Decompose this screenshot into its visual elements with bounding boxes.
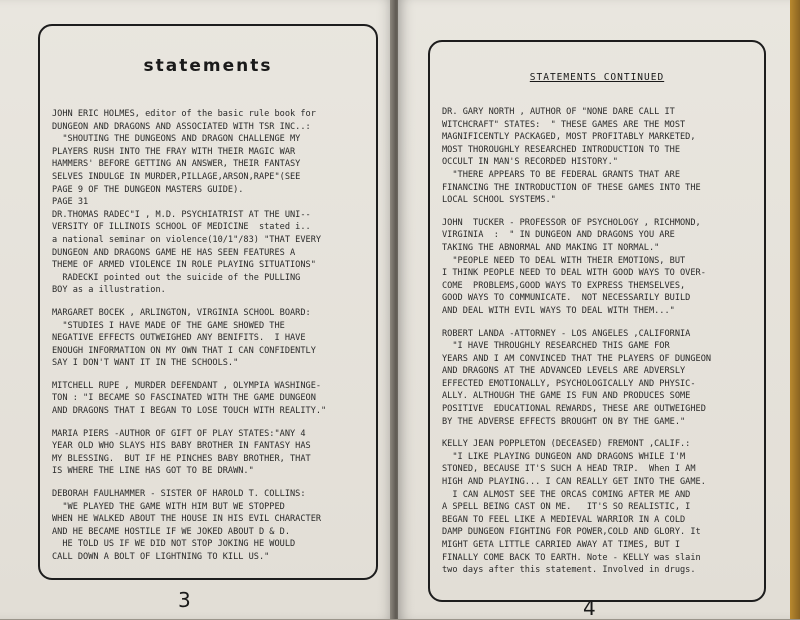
statement-line: "PEOPLE NEED TO DEAL WITH THEIR EMOTIONS, BUT	[442, 255, 686, 266]
page-number: 4	[583, 596, 596, 620]
statement-line: "SHOUTING THE DUNGEONS AND DRAGON CHALLENGE MY	[52, 134, 301, 145]
statement-line: DUNGEON AND DRAGONS GAME HE HAS SEEN FEATURES A	[52, 247, 296, 258]
statement-line: "WE PLAYED THE GAME WITH HIM BUT WE STOPPED	[52, 501, 285, 512]
statement-line: ROBERT LANDA -ATTORNEY - LOS ANGELES ,CALIFORNIA	[442, 328, 691, 339]
statement-line: AND HE BECAME HOSTILE IF WE JOKED ABOUT D & D.	[52, 526, 290, 537]
statement-line: SELVES INDULGE IN MURDER,PILLAGE,ARSON,RAPE"(SEE	[52, 171, 301, 182]
statement-line: DEBORAH FAULHAMMER - SISTER OF HAROLD T. COLLINS:	[52, 489, 306, 500]
statement-line: A SPELL BEING CAST ON ME. IT'S SO REALISTIC, I	[442, 502, 691, 513]
statement-line: FINALLY COME BACK TO EARTH. Note - KELLY was slain	[442, 552, 701, 563]
statement-line: DR.THOMAS RADEC"I , M.D. PSYCHIATRIST AT THE UNI--	[52, 209, 311, 220]
statement-line: MARIA PIERS -AUTHOR OF GIFT OF PLAY STATES:"ANY 4	[52, 428, 306, 439]
statement-line: DAMP DUNGEON FIGHTING FOR POWER,COLD AND GLORY. It	[442, 527, 701, 538]
statement-line: SAY I DON'T WANT IT IN THE SCHOOLS."	[52, 358, 239, 369]
statement-line: BEGAN TO FEEL LIKE A MEDIEVAL WARRIOR IN A COLD	[442, 514, 686, 525]
statement-entry	[52, 307, 364, 370]
statement-line: TON : "I BECAME SO FASCINATED WITH THE GAME DUNGEON	[52, 393, 316, 404]
statement-line: "THERE APPEARS TO BE FEDERAL GRANTS THAT ARE	[442, 169, 680, 180]
statement-line: STONED, BECAUSE IT'S SUCH A HEAD TRIP. When I AM	[442, 464, 696, 475]
statement-line: AND DEAL WITH EVIL WAYS TO DEAL WITH THEM..."	[442, 305, 675, 316]
statement-line: EFFECTED EMOTIONALLY, PSYCHOLOGICALLY AND PHYSIC-	[442, 378, 696, 389]
statement-line: LOCAL SCHOOL SYSTEMS."	[442, 195, 556, 206]
statement-line: TAKING THE ABNORMAL AND MAKING IT NORMAL."	[442, 242, 660, 253]
statement-line: HAMMERS' BEFORE GETTING AN ANSWER, THEIR FANTASY	[52, 159, 301, 170]
statement-line: a national seminar on violence(10/1"/83) "THAT EVERY	[52, 234, 322, 245]
statement-line: ALLY. ALTHOUGH THE GAME IS FUN AND PRODUCES SOME	[442, 391, 691, 402]
statement-line: "STUDIES I HAVE MADE OF THE GAME SHOWED THE	[52, 320, 285, 331]
statement-line: NEGATIVE EFFECTS OUTWEIGHED ANY BENIFITS. I HAVE	[52, 333, 306, 344]
statement-line: ENOUGH INFORMATION ON MY OWN THAT I CAN CONFIDENTLY	[52, 345, 316, 356]
statements-body	[442, 106, 752, 587]
statement-line: PAGE 9 OF THE DUNGEON MASTERS GUIDE).	[52, 184, 244, 195]
statement-line: I CAN ALMOST SEE THE ORCAS COMING AFTER ME AND	[442, 489, 691, 500]
statement-entry	[52, 108, 364, 297]
statement-line: DR. GARY NORTH , AUTHOR OF "NONE DARE CALL IT	[442, 107, 675, 117]
statement-entry	[442, 217, 752, 318]
statement-line: I THINK PEOPLE NEED TO DEAL WITH GOOD WAYS TO OVER-	[442, 268, 706, 279]
statement-line: COME PROBLEMS,GOOD WAYS TO EXPRESS THEMSELVES,	[442, 280, 686, 291]
left-page-frame	[38, 24, 378, 580]
statement-entry	[52, 380, 364, 418]
right-page	[398, 0, 790, 619]
statement-line: WHEN HE WALKED ABOUT THE HOUSE IN HIS EVIL CHARACTER	[52, 514, 322, 525]
statement-line: MARGARET BOCEK , ARLINGTON, VIRGINIA SCHOOL BOARD:	[52, 307, 311, 318]
statement-line: IS WHERE THE LINE HAS GOT TO BE DRAWN."	[52, 466, 254, 477]
statement-line: AND DRAGONS AT THE ADVANCED LEVELS ARE ADVERSLY	[442, 366, 686, 377]
statement-line: BY THE ADVERSE EFFECTS BROUGHT ON BY THE GAME."	[442, 416, 686, 427]
statement-line: VERSITY OF ILLINOIS SCHOOL OF MEDICINE stated i..	[52, 222, 311, 233]
statement-line: HE TOLD US IF WE DID NOT STOP JOKING HE WOULD	[52, 539, 296, 550]
right-page-frame	[428, 40, 766, 602]
page-title: STATEMENTS CONTINUED	[529, 72, 665, 83]
statement-entry	[442, 438, 752, 577]
statement-line: OCCULT IN MAN'S RECORDED HISTORY."	[442, 157, 618, 168]
statement-line: YEARS AND I AM CONVINCED THAT THE PLAYERS OF DUNGEON	[442, 353, 712, 364]
statement-line: DUNGEON AND DRAGONS AND ASSOCIATED WITH TSR INC..:	[52, 121, 311, 132]
statement-entry	[442, 106, 752, 207]
statement-line: POSITIVE EDUCATIONAL REWARDS, THESE ARE OUTWEIGHED	[442, 404, 706, 415]
left-page	[0, 0, 394, 619]
statement-entry	[442, 328, 752, 429]
statement-line: PAGE 31	[52, 197, 89, 208]
statement-line: MY BLESSING. BUT IF HE PINCHES BABY BROTHER, THAT	[52, 453, 311, 464]
statement-line: VIRGINIA : " IN DUNGEON AND DRAGONS YOU ARE	[442, 230, 675, 241]
statement-line: two days after this statement. Involved in drugs.	[442, 565, 696, 576]
statement-line: "I HAVE THROUGHLY RESEARCHED THIS GAME FOR	[442, 341, 670, 352]
statement-line: AND DRAGONS THAT I BEGAN TO LOSE TOUCH WITH REALITY."	[52, 406, 327, 417]
statement-entry	[52, 428, 364, 478]
statement-line: HIGH AND PLAYING... I CAN REALLY GET INTO THE GAME.	[442, 477, 706, 488]
statement-line: MOST THOROUGHLY RESEARCHED INTRODUCTION TO THE	[442, 144, 680, 155]
statement-line: FINANCING THE INTRODUCTION OF THESE GAMES INTO THE	[442, 182, 701, 193]
statement-line: MIGHT GETA LITTLE CARRIED AWAY AT TIMES, BUT I	[442, 540, 680, 550]
statements-body	[52, 108, 364, 574]
statement-line: PLAYERS RUSH INTO THE FRAY WITH THEIR MAGIC WAR	[52, 146, 296, 157]
statement-line: BOY as a illustration.	[52, 285, 166, 296]
page-title: statements	[143, 56, 273, 76]
statement-line: JOHN TUCKER - PROFESSOR OF PSYCHOLOGY , RICHMOND,	[442, 217, 701, 228]
statement-line: KELLY JEAN POPPLETON (DECEASED) FREMONT ,CALIF.:	[442, 439, 691, 450]
statement-line: CALL DOWN A BOLT OF LIGHTNING TO KILL US."	[52, 552, 270, 562]
page-number: 3	[178, 588, 191, 612]
statement-line: THEME OF ARMED VIOLENCE IN ROLE PLAYING SITUATIONS"	[52, 260, 316, 271]
statement-line: RADECKI pointed out the suicide of the PULLING	[52, 272, 301, 283]
statement-line: "I LIKE PLAYING DUNGEON AND DRAGONS WHILE I'M	[442, 451, 686, 462]
statement-line: GOOD WAYS TO COMMUNICATE. NOT NECESSARILY BUILD	[442, 293, 691, 304]
statement-line: YEAR OLD WHO SLAYS HIS BABY BROTHER IN FANTASY HAS	[52, 441, 311, 452]
statement-line: JOHN ERIC HOLMES, editor of the basic rule book for	[52, 109, 316, 119]
statement-line: MAGNIFICENTLY PACKAGED, MOST PROFITABLY MARKETED,	[442, 132, 696, 143]
statement-line: MITCHELL RUPE , MURDER DEFENDANT , OLYMPIA WASHINGE-	[52, 380, 322, 391]
statement-line: WITCHCRAFT" STATES: " THESE GAMES ARE THE MOST	[442, 119, 686, 130]
book-cover-edge	[790, 0, 800, 619]
statement-entry	[52, 488, 364, 564]
